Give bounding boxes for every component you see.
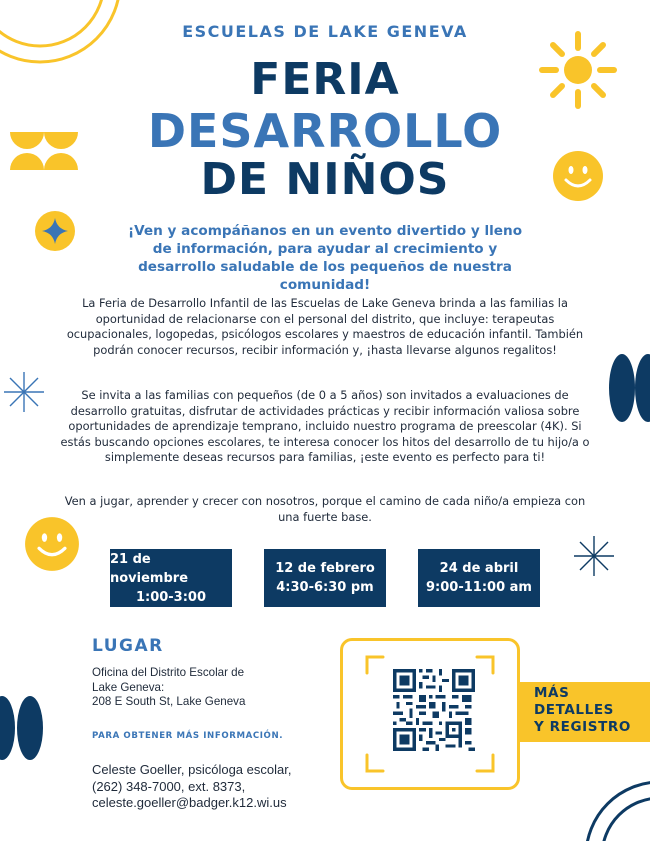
- location-line: Oficina del Distrito Escolar de: [92, 666, 245, 679]
- title-line-1: FERIA: [250, 54, 400, 105]
- deco-ovals-right: [606, 352, 650, 424]
- more-details-label[interactable]: [534, 685, 631, 736]
- title-line-2: DESARROLLO: [147, 104, 503, 158]
- qr-label-line: DETALLES: [534, 702, 614, 718]
- qr-label-line: MÁS: [534, 685, 570, 701]
- contact-email[interactable]: celeste.goeller@badger.k12.wi.us: [92, 795, 287, 810]
- contact-name: Celeste Goeller, psicóloga escolar,: [92, 762, 292, 777]
- contact-block: [92, 762, 332, 812]
- event-date: 21 de noviembre: [110, 551, 189, 586]
- subtitle: ¡Ven y acompáñanos en un evento divertido y lleno de información, para ayudar al crecimiento y desarrollo saludable de los pequeños de nuestra comunidad!: [127, 223, 523, 293]
- qr-label-line: Y REGISTRO: [534, 719, 631, 735]
- starburst-icon: [572, 534, 616, 578]
- event-time: 1:00-3:00: [135, 589, 207, 605]
- sparkle-badge-icon: [34, 210, 76, 252]
- body-paragraph-3: Ven a jugar, aprender y crecer con nosotros, porque el camino de cada niño/a empieza con una fuerte base.: [64, 494, 586, 524]
- body-paragraph-2: Se invita a las familias con pequeños (de 0 a 5 años) son invitados a evaluaciones de desarrollo gratuitas, disfrutar de actividades prácticas y recibir información valiosa sobre oportunidades de aprendizaje temprano, incluido nuestro programa de preescolar (4K). Si estás buscando opciones escolares, te interesa conocer los hitos del desarrollo de tu hijo/a o simplemente deseas recursos para familias, ¡este evento es perfecto para ti!: [60, 388, 590, 465]
- body-paragraph-1: La Feria de Desarrollo Infantil de las Escuelas de Lake Geneva brinda a las familias la oportunidad de relacionarse con el personal del distrito, que incluye: terapeutas ocupacionales, logopedas, psicólogos escolares y maestros de educación infantil. También podrán conocer recursos, recibir información y, ¡hasta llevarse algunos regalitos!: [66, 296, 584, 357]
- location-line: 208 E South St, Lake Geneva: [92, 695, 246, 708]
- qr-code-icon[interactable]: [393, 669, 475, 751]
- event-time: 4:30-6:30 pm: [276, 580, 374, 595]
- date-box: [264, 549, 386, 607]
- date-box: [110, 549, 232, 607]
- deco-rings-bottom-right: [540, 760, 650, 841]
- title-line-3: DE NIÑOS: [200, 154, 450, 205]
- event-date: 12 de febrero: [275, 561, 375, 576]
- location-heading: LUGAR: [92, 636, 164, 656]
- qr-frame: [340, 638, 520, 790]
- location-address: [92, 666, 312, 710]
- deco-ovals-left: [0, 694, 44, 762]
- event-date: 24 de abril: [439, 561, 519, 576]
- location-line: Lake Geneva:: [92, 680, 165, 694]
- date-box: [418, 549, 540, 607]
- more-info-heading: PARA OBTENER MÁS INFORMACIÓN.: [92, 731, 284, 741]
- organization-name: ESCUELAS DE LAKE GENEVA: [182, 22, 468, 41]
- contact-phone: (262) 348-7000, ext. 8373,: [92, 778, 246, 794]
- event-time: 9:00-11:00 am: [426, 580, 532, 595]
- starburst-icon: [2, 370, 46, 414]
